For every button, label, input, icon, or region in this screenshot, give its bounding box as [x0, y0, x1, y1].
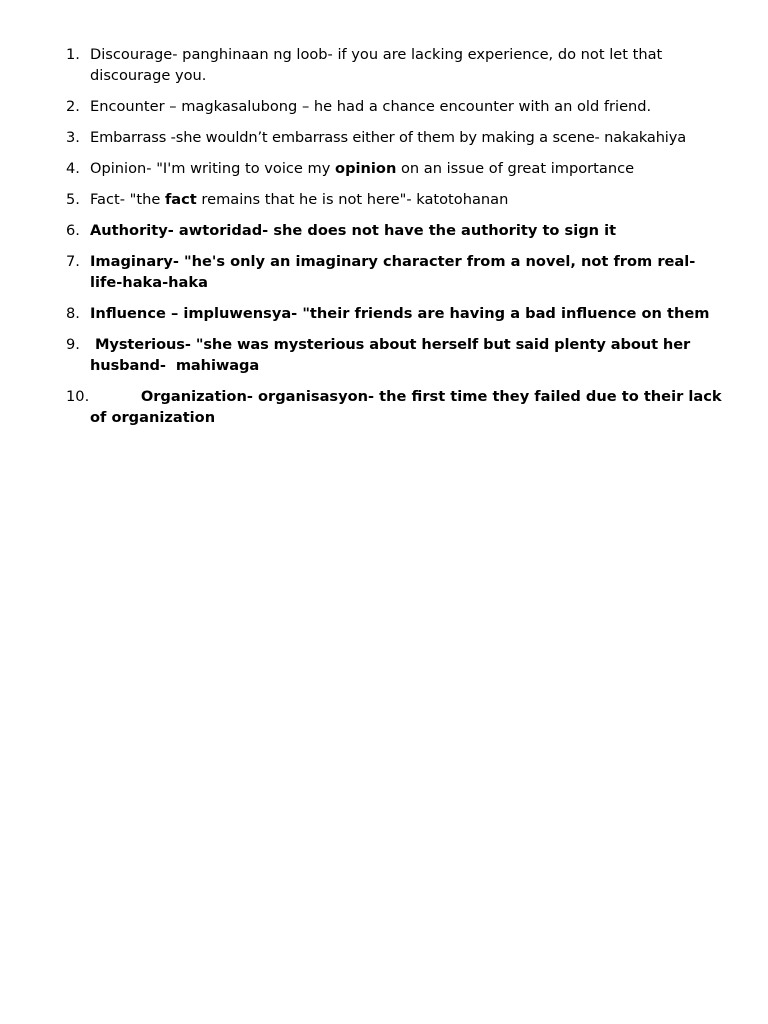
list-item-text	[90, 189, 722, 210]
list-item	[66, 189, 722, 210]
text-run: on an issue of great importance	[396, 160, 635, 177]
list-item	[66, 386, 727, 428]
list-item-number: 2.	[66, 98, 80, 115]
list-item-number: 8.	[66, 305, 80, 322]
list-item	[66, 96, 722, 117]
list-item-text	[90, 303, 722, 324]
list-item-text	[90, 44, 722, 86]
text-run: Imaginary- "he's only an imaginary character from a novel, not from real-life-haka-haka	[90, 253, 696, 291]
list-item-text	[90, 334, 722, 376]
vocabulary-list	[66, 44, 727, 438]
text-run: Mysterious- "she was mysterious about herself but said plenty about her husband- mahiwaga	[90, 336, 696, 374]
text-run: Fact- "the	[90, 191, 165, 208]
text-run: Opinion- "I'm writing to voice my	[90, 160, 336, 177]
bold-text-run: fact	[164, 191, 197, 208]
list-item-text	[90, 158, 722, 179]
list-item-text	[90, 96, 722, 117]
text-run: remains that he is not here"- katotohanan	[196, 191, 509, 208]
list-item	[66, 158, 722, 179]
list-item	[66, 334, 722, 376]
list-item	[66, 220, 722, 241]
text-run: Embarrass -she wouldn’t embarrass either of them by making a scene- nakakahiya	[90, 129, 686, 146]
list-item-number: 9.	[66, 336, 80, 353]
text-run: Encounter – magkasalubong – he had a chance encounter with an old friend.	[90, 98, 652, 115]
text-run: Authority- awtoridad- she does not have the authority to sign it	[90, 222, 617, 239]
list-item-text	[90, 251, 722, 293]
tab-gap	[90, 388, 141, 405]
list-item-text	[90, 220, 722, 241]
list-item-number: 10.	[66, 388, 90, 405]
list-item-number: 1.	[66, 46, 80, 63]
list-item-number: 3.	[66, 129, 80, 146]
text-run: Discourage- panghinaan ng loob- if you are lacking experience, do not let that discourage you.	[90, 46, 667, 84]
list-item-number: 6.	[66, 222, 80, 239]
text-run: Influence – impluwensya- "their friends are having a bad influence on them	[90, 305, 710, 322]
list-item-text	[90, 127, 722, 148]
list-item-number: 4.	[66, 160, 80, 177]
bold-text-run: opinion	[335, 160, 397, 177]
list-item	[66, 303, 722, 324]
list-item	[66, 44, 722, 86]
list-item-number: 7.	[66, 253, 80, 270]
list-item	[66, 251, 722, 293]
text-run: Organization- organisasyon- the first time they failed due to their lack of organization	[90, 388, 727, 426]
list-item	[66, 127, 722, 148]
list-item-text	[90, 386, 727, 428]
list-item-number: 5.	[66, 191, 80, 208]
